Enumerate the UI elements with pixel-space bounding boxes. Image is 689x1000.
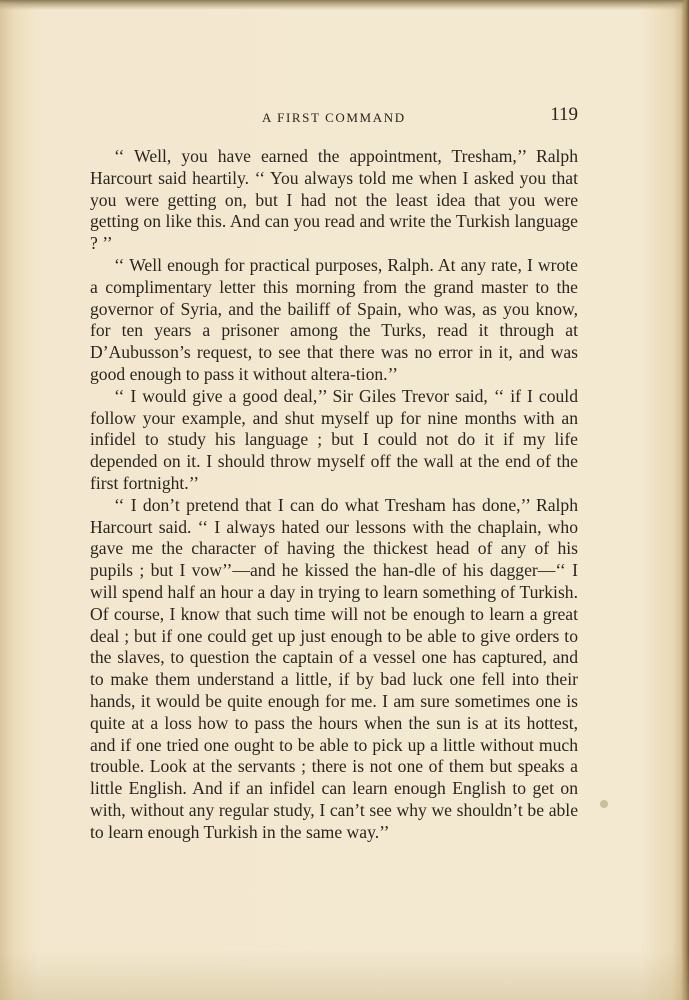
page-number: 119: [550, 104, 578, 125]
page-bottom-shadow: [0, 950, 689, 1000]
paragraph: ‘‘ Well enough for practical purposes, Ralph. At any rate, I wrote a complimentary letter this morning from the grand master to the governor of Syria, and the bailiff of Spain, who was, as you know, for ten years a prisoner among the Turks, read it through at D’Aubusson’s request, to see that there was no error in it, and was good enough to pass it without altera-tion.’’: [90, 254, 578, 384]
paragraph: ‘‘ I don’t pretend that I can do what Tresham has done,’’ Ralph Harcourt said. ‘‘ I always hated our lessons with the chaplain, who gave me the character of having the thickest head of any of his pupils ; but I vow’’—and he kissed the han-dle of his dagger—‘‘ I will spend half an hour a day in trying to learn something of Turkish. Of course, I know that such time will not be enough to learn a great deal ; but if one could get up just enough to be able to give orders to the slaves, to question the captain of a vessel one has captured, and to make them understand a little, if by bad luck one fell into their hands, it would be quite enough for me. I am sure sometimes one is quite at a loss how to pass the hours when the sun is at its hottest, and if one tried one ought to be able to pick up a little without much trouble. Look at the servants ; there is not one of them but speaks a little English. And if an infidel can learn enough English to get on with, without any regular study, I can’t see why we shouldn’t be able to learn enough Turkish in the same way.’’: [90, 494, 578, 842]
paragraph: ‘‘ Well, you have earned the appointment, Tresham,’’ Ralph Harcourt said heartily. ‘‘ You always told me when I asked you that you were getting on, but I had not the least idea that you were getting on like this. And can you read and write the Turkish language ? ’’: [90, 146, 578, 254]
page-right-edge: [681, 0, 689, 1000]
paragraph: ‘‘ I would give a good deal,’’ Sir Giles Trevor said, ‘‘ if I could follow your example, and shut myself up for nine months with an infidel to study his language ; but I could not do it if my life depended on it. I should throw myself off the wall at the end of the first fortnight.’’: [90, 385, 578, 493]
running-head: A FIRST COMMAND: [262, 110, 406, 125]
page-top-edge: [0, 0, 689, 10]
body-text: [90, 146, 578, 844]
paper-speck: [600, 800, 608, 808]
page-header: [90, 104, 578, 130]
